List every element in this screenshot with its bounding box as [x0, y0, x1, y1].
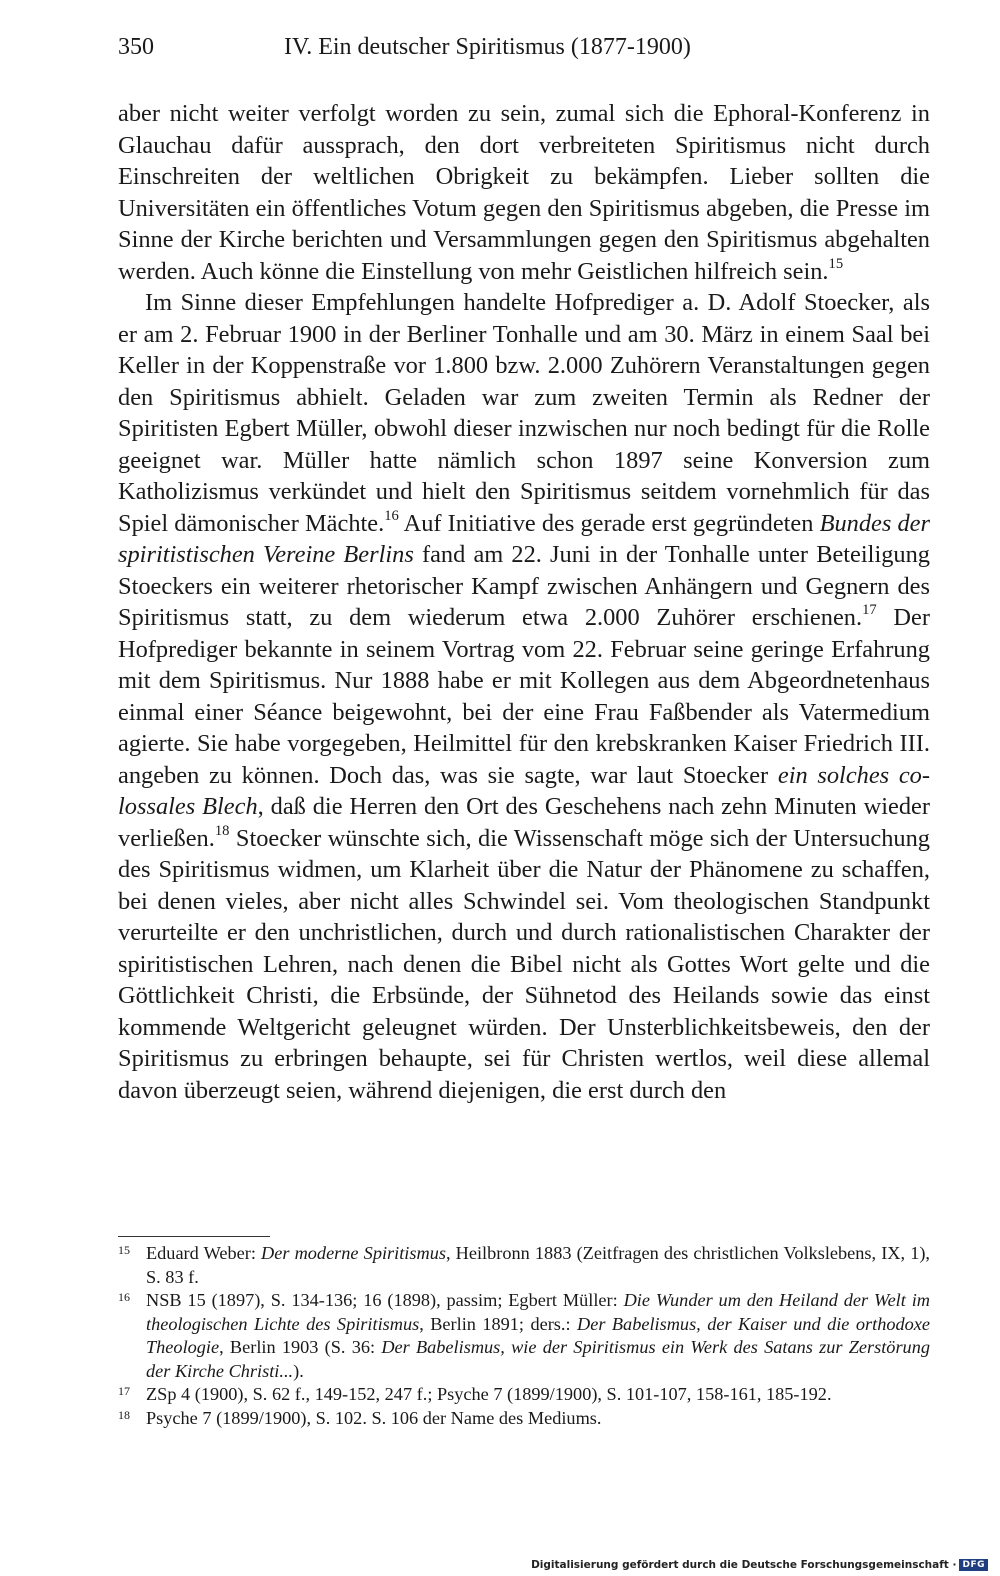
digitization-watermark: [529, 1558, 990, 1572]
page-number: 350: [118, 34, 154, 60]
page-header: [118, 34, 930, 74]
footnote-italic: Der moderne Spiritismus: [261, 1243, 446, 1263]
footnote-text: ).: [293, 1360, 304, 1381]
paragraph-text: , daß die Herren den Ort des Geschehens nach zehn Minuten wieder verließen.: [118, 793, 930, 852]
footnote-text: , Berlin 1903 (S. 36:: [219, 1337, 382, 1357]
paragraph-2: [118, 287, 930, 1106]
footnote-text: NSB 15 (1897), S. 134-136; 16 (1898), passim; Egbert Müller:: [146, 1290, 624, 1310]
paragraph-text: Auf Initiative des gerade erst gegründeten: [398, 509, 820, 537]
footnote-ref-15[interactable]: 15: [828, 255, 844, 272]
footnote-italic: Der Babelismus, wie der Spiritismus ein Werk des Satans zur Zerstörung der Kirche Christi...: [146, 1337, 930, 1381]
footnote-ref-16[interactable]: 16: [384, 507, 399, 524]
footnote-number: 17: [118, 1384, 130, 1398]
footnote-18: [118, 1407, 930, 1431]
footnote-italic: Die Wunder um den Heiland der Welt im theologischen Lichte des Spiritismus: [146, 1290, 930, 1334]
watermark-text: Digitalisierung gefördert durch die Deutsche Forschungsgemeinschaft ·: [531, 1559, 957, 1571]
italic-title: Bundes der spiritistischen Vereine Berlins: [118, 509, 930, 568]
paragraph-text: aber nicht weiter verfolgt worden zu sein, zumal sich die Ephoral-Konferenz in Glauchau dafür aussprach, den dort verbreiteten Spiritismus nicht durch Einschreiten der weltlichen Obrigkeit zu bekämpfen. Lieber sollten die Universitäten ein öffentliches Votum gegen den Spiritismus abgeben, die Presse im Sinne der Kirche berichten und Versammlungen gegen den Spiritismus abgehalten werden. Auch könne die Einstellung von mehr Geistlichen hilfreich sein.: [118, 100, 930, 285]
footnote-divider: [118, 1236, 270, 1237]
paragraph-text: Im Sinne dieser Empfehlungen handelte Hofprediger a. D. Adolf Stoecker, als er am 2. Februar 1900 in der Berliner Tonhalle und am 30. März in einem Saal bei Keller in der Koppenstraße vor 1.800 bzw. 2.000 Zuhörern Veranstaltungen gegen den Spiritismus abhielt. Geladen war zum zweiten Termin als Redner der Spiritisten Egbert Müller, obwohl dieser inzwischen nur noch bedingt für die Rolle geeignet war. Müller hatte nämlich schon 1897 seine Konversion zum Katholizismus verkündet und hielt den Spiritismus seitdem vornehmlich für das Spiel dämonischer Mächte.: [118, 289, 930, 537]
footnote-16: [118, 1289, 930, 1383]
footnote-text: Eduard Weber:: [146, 1243, 262, 1263]
footnote-number: 16: [118, 1290, 130, 1304]
paragraph-1: [118, 98, 930, 287]
running-head: IV. Ein deutscher Spiritismus (1877-1900): [284, 34, 691, 60]
paragraph-text: Der Hofprediger bekannte in seinem Vortrag vom 22. Februar seine geringe Erfahrung mit dem Spiritismus. Nur 1888 habe er mit Kollegen aus dem Abgeordnetenhaus einmal einer Séance beigewohnt, bei der eine Frau Faßbender als Vatermedium agierte. Sie habe vorgegeben, Heilmittel für den krebskranken Kaiser Friedrich III. angeben zu können. Doch das, was sie sagte, war laut Stoecker: [118, 604, 930, 789]
footnote-15: [118, 1242, 930, 1289]
footnote-text: , Heilbronn 1883 (Zeitfragen des christlichen Volkslebens, IX, 1), S. 83 f.: [146, 1243, 930, 1287]
footnote-text: Psyche 7 (1899/1900), S. 102. S. 106 der Name des Mediums.: [146, 1407, 602, 1428]
paragraph-text: Stoecker wünschte sich, die Wissenschaft möge sich der Untersuchung des Spiritismus widmen, um Klarheit über die Natur der Phänomene zu schaffen, bei denen vieles, aber nicht alles Schwindel sei. Vom theologischen Standpunkt verurteilte er den unchristlichen, durch und durch rationalistischen Charakter der spiritistischen Lehren, nach denen die Bibel nicht als Gottes Wort gelte und die Göttlichkeit Christi, die Erbsünde, der Sühnetod des Heilands sowie das einst kommende Weltgericht geleugnet würden. Der Unsterblichkeitsbeweis, den der Spiritismus zu erbringen behaupte, sei für Christen wertlos, weil diese allemal davon überzeugt seien, während diejenigen, die erst durch den: [118, 824, 930, 1104]
main-text: [118, 98, 930, 1106]
footnote-number: 18: [118, 1407, 130, 1422]
footnote-ref-18[interactable]: 18: [214, 822, 230, 839]
footnotes: [118, 1242, 930, 1430]
dfg-logo-icon: DFG: [959, 1559, 988, 1571]
footnote-17: [118, 1383, 930, 1407]
footnote-italic: Der Babelismus, der Kaiser und die orthodoxe Theologie: [146, 1313, 930, 1357]
footnote-text: ZSp 4 (1900), S. 62 f., 149-152, 247 f.; Psyche 7 (1899/1900), S. 101-107, 158-161, 185-192.: [146, 1384, 832, 1404]
italic-quote: ein solches colossales Blech: [118, 761, 930, 820]
paragraph-text: fand am 22. Juni in der Tonhalle unter Beteiligung Stoeckers ein weiterer rhetorischer Kampf zwischen Anhängern und Gegnern des Spiritismus statt, zu dem wiederum etwa 2.000 Zuhörer erschienen.: [118, 541, 930, 631]
footnote-ref-17[interactable]: 17: [862, 602, 877, 619]
footnote-text: , Berlin 1891; ders.:: [419, 1313, 578, 1334]
footnote-number: 15: [118, 1243, 130, 1257]
